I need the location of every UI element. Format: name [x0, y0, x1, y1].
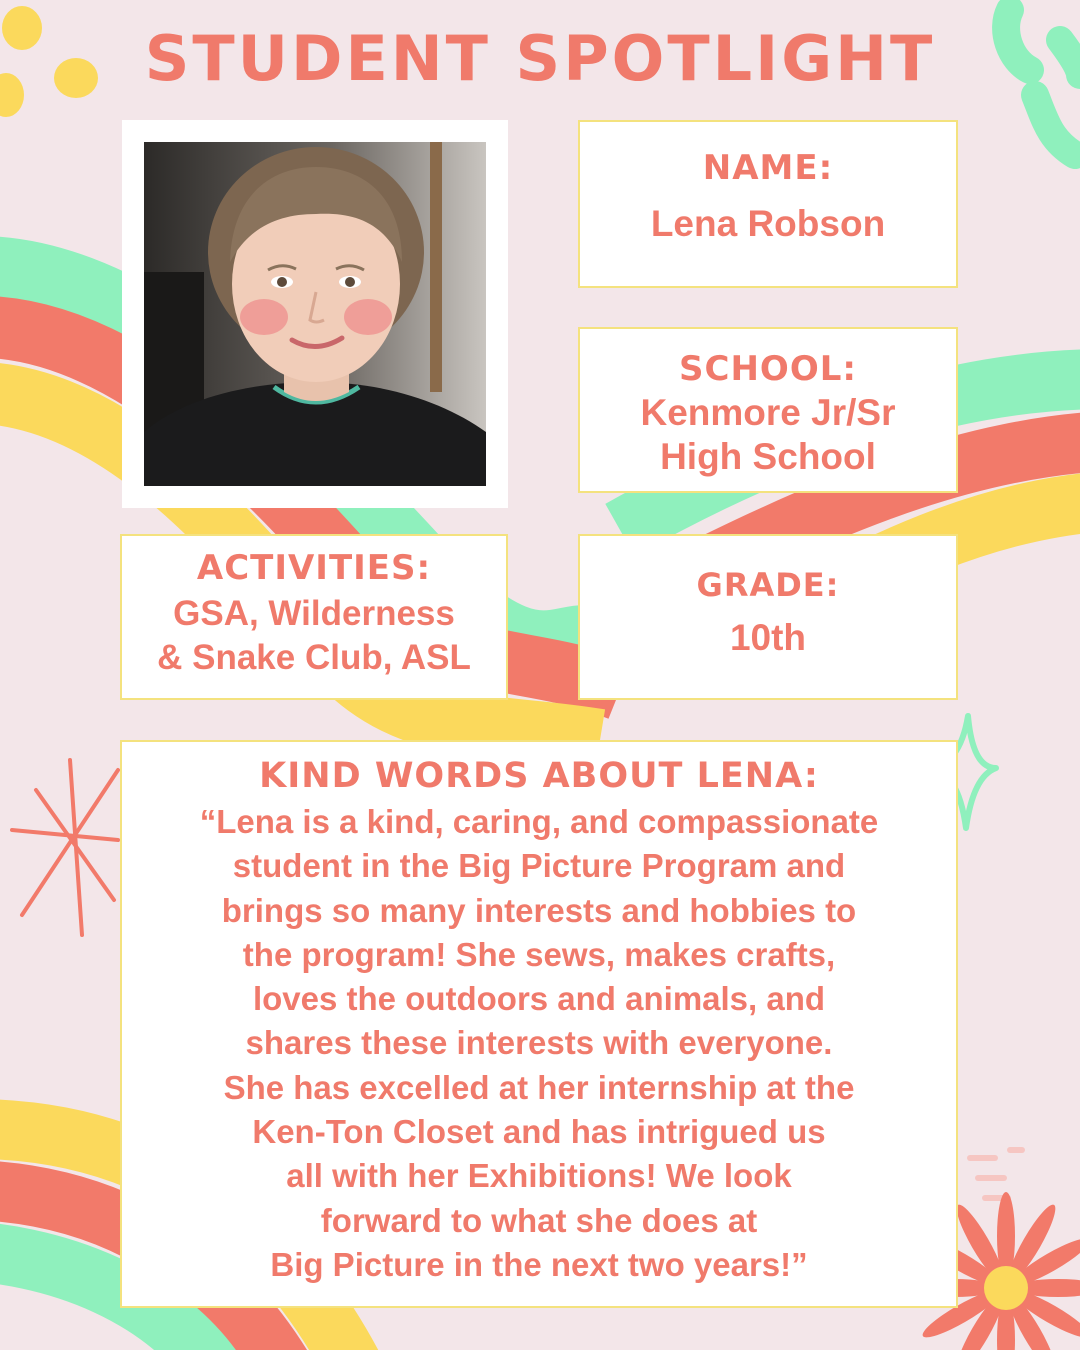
quote-line: Big Picture in the next two years!” [270, 1245, 808, 1283]
school-value-line: High School [660, 436, 876, 477]
quote-line: student in the Big Picture Program and [232, 847, 846, 885]
school-card [578, 327, 958, 493]
quote-line: brings so many interests and hobbies to [221, 891, 857, 929]
quote-line: the program! She sews, makes crafts, [242, 935, 836, 973]
quote-line: loves the outdoors and animals, and [252, 980, 826, 1018]
name-label: NAME: [702, 148, 834, 188]
school-label: SCHOOL: [679, 349, 857, 389]
student-photo [144, 142, 486, 486]
activities-value-line: GSA, Wilderness [173, 594, 455, 633]
activities-value-line: & Snake Club, ASL [157, 638, 471, 677]
kind-words-label: KIND WORDS ABOUT LENA: [259, 756, 819, 796]
photo-frame [122, 120, 508, 508]
activities-value [122, 592, 506, 680]
name-card [578, 120, 958, 288]
quote-line: “Lena is a kind, caring, and compassionate [199, 803, 879, 840]
dash-marks [970, 1150, 1022, 1198]
quote-line: Ken-Ton Closet and has intrigued us [252, 1113, 826, 1151]
kind-words-quote [122, 800, 956, 1287]
starburst-icon [12, 760, 118, 935]
quote-line: shares these interests with everyone. [245, 1024, 833, 1062]
grade-card [578, 534, 958, 700]
student-portrait-icon [144, 142, 486, 486]
grade-label: GRADE: [696, 566, 840, 604]
school-value [580, 391, 956, 479]
page-title: STUDENT SPOTLIGHT [144, 22, 936, 95]
quote-line: forward to what she does at [320, 1201, 758, 1239]
grade-value: 10th [729, 617, 807, 658]
activities-card [120, 534, 508, 700]
name-value: Lena Robson [650, 203, 886, 244]
activities-label: ACTIVITIES: [196, 548, 432, 588]
school-value-line: Kenmore Jr/Sr [640, 392, 896, 433]
kind-words-card [120, 740, 958, 1308]
quote-line: all with her Exhibitions! We look [286, 1157, 792, 1195]
quote-line: She has excelled at her internship at the [223, 1068, 855, 1106]
